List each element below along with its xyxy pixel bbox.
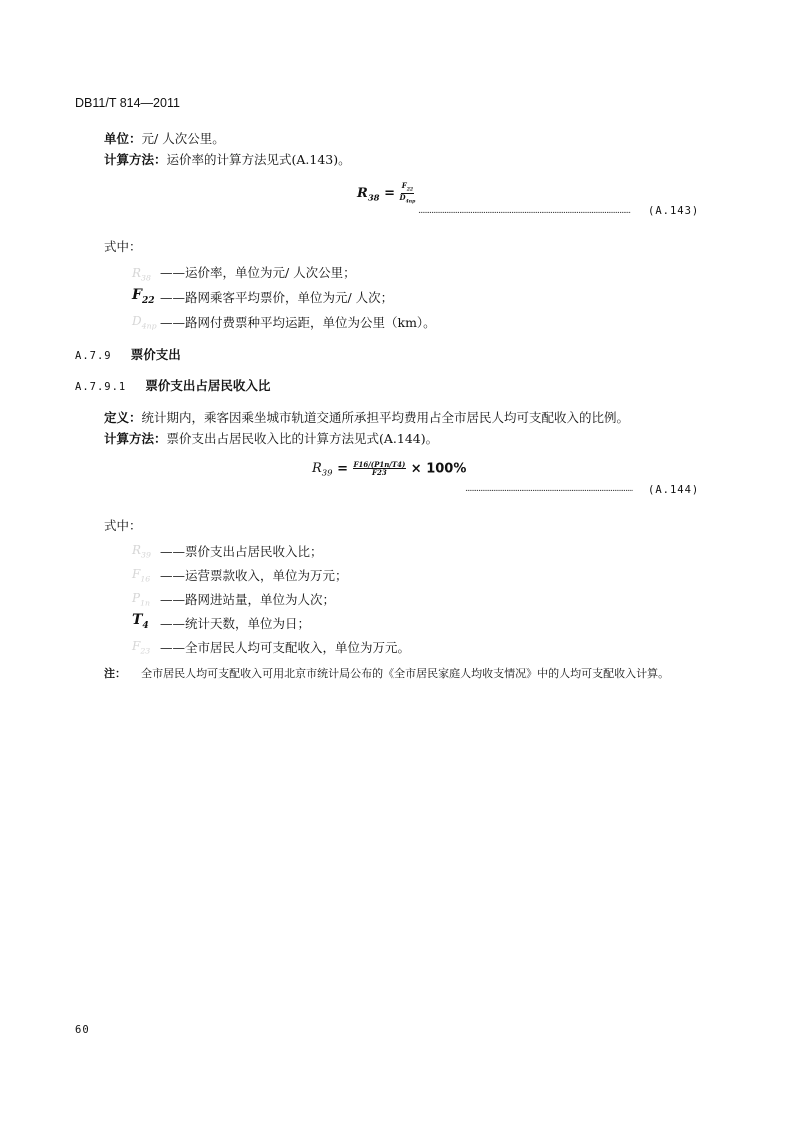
section-a791-number: A.7.9.1 xyxy=(75,381,127,393)
where2-desc-r39: ——票价支出占居民收入比； xyxy=(160,544,323,559)
symbol-f16: $F_{16}$ xyxy=(132,567,151,584)
formula-a144: $R_{39}$ = $\frac{F16/(P1n/T4)}{F23}$ × 100% xyxy=(312,460,467,478)
doc-code-header: DB11/T 814—2011 xyxy=(75,96,180,110)
where2-desc-f23: ——全市居民人均可支配收入，单位为万元。 xyxy=(160,640,411,655)
calc-method-2 xyxy=(104,428,438,447)
note-line xyxy=(104,662,669,681)
symbol-r39: $R_{39}$ xyxy=(132,543,151,560)
section-a791-title: 票价支出占居民收入比 xyxy=(145,378,271,393)
where2-item-t4 xyxy=(132,609,149,631)
where1-item-d4np xyxy=(132,310,157,330)
section-a79-heading xyxy=(75,344,181,363)
formula-a143-fraction: $\frac{F_{22}}{D_{4np}}$ xyxy=(399,181,416,205)
formula-a144-numerator: F16/(P1n/T4) xyxy=(353,460,406,469)
where1-desc-r38: ——运价率，单位为元/ 人次公里； xyxy=(160,265,356,280)
section-a79-title: 票价支出 xyxy=(130,347,181,362)
section-a79-number: A.7.9 xyxy=(75,350,112,362)
note-label: 注： xyxy=(104,667,126,680)
where1-item-f22 xyxy=(132,284,155,306)
where2-desc-t4: ——统计天数，单位为日； xyxy=(160,616,311,631)
page-number: 60 xyxy=(75,1024,90,1036)
formula-a144-fraction xyxy=(353,461,407,477)
unit-line xyxy=(104,128,225,147)
definition-line xyxy=(104,407,629,426)
calc-method-1-label: 计算方法： xyxy=(104,152,167,167)
where1-item-r38 xyxy=(132,262,151,282)
formula-a144-leader-dots: .......................................................................................... xyxy=(465,484,633,494)
formula-a143-leader-dots: .................................................................................................................. xyxy=(418,206,631,216)
symbol-f23: $F_{23}$ xyxy=(132,639,151,656)
formula-a144-denominator: F23 xyxy=(372,468,387,478)
unit-text: 元/ 人次公里。 xyxy=(141,131,225,146)
where-label-1: 式中： xyxy=(104,239,142,254)
unit-label: 单位： xyxy=(104,131,142,146)
formula-a143-ref: (A.143) xyxy=(648,205,700,217)
symbol-p1n: $P_{1n}$ xyxy=(132,591,151,608)
note-text: 全市居民人均可支配收入可用北京市统计局公布的《全市居民家庭人均收支情况》中的人均可支配收入计算。 xyxy=(141,667,670,680)
formula-a143: $R_{38}$ = $\frac{F_{22}}{D_{4np}}$ xyxy=(357,181,416,205)
symbol-r38: $R_{38}$ xyxy=(132,266,151,283)
calc-method-1 xyxy=(104,149,351,168)
symbol-f22: $F_{22}$ xyxy=(132,287,155,306)
calc-method-2-label: 计算方法： xyxy=(104,431,167,446)
where2-desc-p1n: ——路网进站量，单位为人次； xyxy=(160,592,336,607)
symbol-t4: $T_4$ xyxy=(132,612,149,631)
definition-label: 定义： xyxy=(104,410,142,425)
where-label-2: 式中： xyxy=(104,518,142,533)
formula-a144-ref: (A.144) xyxy=(648,484,700,496)
where2-item-f23 xyxy=(132,635,150,655)
where2-item-f16 xyxy=(132,563,150,583)
definition-text: 统计期内，乘客因乘坐城市轨道交通所承担平均费用占全市居民人均可支配收入的比例。 xyxy=(141,410,630,425)
calc-method-2-text: 票价支出占居民收入比的计算方法见式(A.144)。 xyxy=(166,431,439,446)
calc-method-1-text: 运价率的计算方法见式(A.143)。 xyxy=(166,152,351,167)
formula-a144-times: × 100% xyxy=(410,461,467,477)
where1-desc-f22: ——路网乘客平均票价，单位为元/ 人次； xyxy=(160,290,394,305)
where2-item-r39 xyxy=(132,539,151,559)
symbol-d4np: $D_{4np}$ xyxy=(132,314,157,331)
formula-a143-lhs: $R_{38}$ xyxy=(357,186,380,203)
where2-desc-f16: ——运营票款收入，单位为万元； xyxy=(160,568,348,583)
section-a791-heading xyxy=(75,375,270,394)
where2-item-p1n xyxy=(132,587,150,607)
formula-a144-lhs: $R_{39}$ xyxy=(312,461,333,478)
where1-desc-d4np: ——路网付费票种平均运距，单位为公里（km）。 xyxy=(160,315,436,330)
